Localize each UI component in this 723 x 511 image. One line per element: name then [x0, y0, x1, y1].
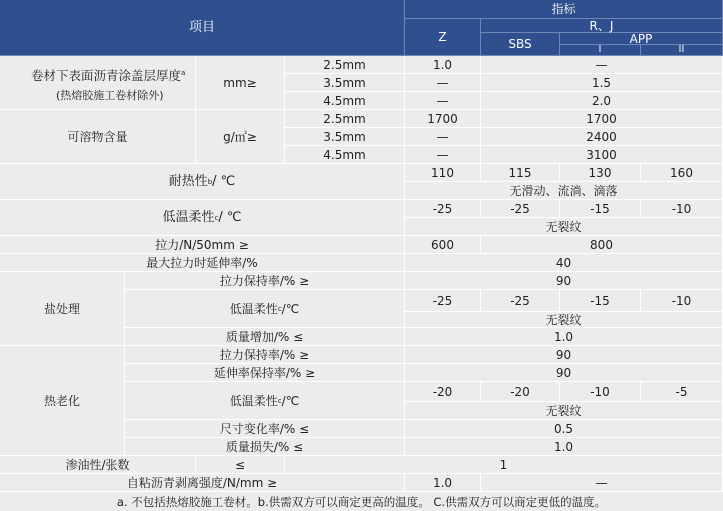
thickness-label-text: 卷材下表面沥青涂盖层厚度$^a$ — [31, 68, 186, 83]
thickness-z: 1.0 — [405, 56, 481, 74]
thickness-spec: 2.5mm — [285, 56, 405, 74]
tensile-rj: 800 — [481, 236, 723, 254]
peel-z: 1.0 — [405, 474, 481, 492]
cold-sbs: -25 — [481, 200, 560, 218]
heat-note: 无滑动、流淌、滴落 — [405, 182, 723, 200]
aging-cold-app2: -5 — [641, 382, 723, 402]
thickness-spec: 3.5mm — [285, 74, 405, 92]
heat-sbs: 115 — [481, 164, 560, 182]
salt-retention-val: 90 — [405, 272, 723, 290]
soluble-rj: 3100 — [481, 146, 723, 164]
header-indicator: 指标 — [405, 0, 723, 19]
heat-app1: 130 — [560, 164, 641, 182]
salt-cold-label: 低温柔性 c /℃ — [125, 290, 405, 328]
cold-label: 低温柔性 c / ℃ — [0, 200, 405, 236]
cold-app2: -10 — [641, 200, 723, 218]
soluble-z: — — [405, 128, 481, 146]
peel-label: 自粘沥青剥离强度/N/mm ≥ — [0, 474, 405, 492]
thickness-rj: — — [481, 56, 723, 74]
thickness-rj: 1.5 — [481, 74, 723, 92]
header-z: Z — [405, 19, 481, 56]
aging-cold-app1: -10 — [560, 382, 641, 402]
soluble-spec: 4.5mm — [285, 146, 405, 164]
cold-app1: -15 — [560, 200, 641, 218]
elong-label: 最大拉力时延伸率/% — [0, 254, 405, 272]
aging-tensile: 拉力保持率/% ≥ — [125, 346, 405, 364]
header-rj: R、J — [481, 19, 723, 33]
heat-app2: 160 — [641, 164, 723, 182]
cold-note: 无裂纹 — [405, 218, 723, 236]
thickness-unit: mm≥ — [196, 56, 285, 110]
aging-label: 热老化 — [0, 346, 125, 456]
header-app-2: II — [641, 45, 723, 56]
soluble-rj: 1700 — [481, 110, 723, 128]
cold-z: -25 — [405, 200, 481, 218]
peel-rj: — — [481, 474, 723, 492]
tensile-z: 600 — [405, 236, 481, 254]
salt-cold-app1: -15 — [560, 290, 641, 312]
aging-cold-note: 无裂纹 — [405, 402, 723, 420]
salt-retention: 拉力保持率/% ≥ — [125, 272, 405, 290]
header-sbs: SBS — [481, 33, 560, 56]
salt-mass: 质量增加/% ≤ — [125, 328, 405, 346]
aging-tensile-val: 90 — [405, 346, 723, 364]
heat-label: 耐热性 b / ℃ — [0, 164, 405, 200]
heat-z: 110 — [405, 164, 481, 182]
oil-label: 渗油性/张数 — [0, 456, 196, 474]
soluble-unit: g/㎡≥ — [196, 110, 285, 164]
header-item: 项目 — [0, 0, 405, 56]
aging-mass-val: 1.0 — [405, 438, 723, 456]
soluble-label: 可溶物含量 — [0, 110, 196, 164]
salt-cold-z: -25 — [405, 290, 481, 312]
aging-cold-z: -20 — [405, 382, 481, 402]
aging-dim-val: 0.5 — [405, 420, 723, 438]
header-app: APP — [560, 33, 723, 45]
aging-dim: 尺寸变化率/% ≤ — [125, 420, 405, 438]
salt-cold-app2: -10 — [641, 290, 723, 312]
soluble-z: 1700 — [405, 110, 481, 128]
salt-mass-val: 1.0 — [405, 328, 723, 346]
aging-cold-label: 低温柔性 c /℃ — [125, 382, 405, 420]
salt-cold-note: 无裂纹 — [405, 312, 723, 328]
salt-label: 盐处理 — [0, 272, 125, 346]
aging-elong-val: 90 — [405, 364, 723, 382]
thickness-z: — — [405, 92, 481, 110]
aging-cold-sbs: -20 — [481, 382, 560, 402]
soluble-rj: 2400 — [481, 128, 723, 146]
soluble-z: — — [405, 146, 481, 164]
elong-val: 40 — [405, 254, 723, 272]
thickness-z: — — [405, 74, 481, 92]
footnote: a. 不包括热熔胶施工卷材。b.供需双方可以商定更高的温度。 C.供需双方可以商定更低的温度。 — [0, 492, 723, 511]
thickness-label-note: (热熔胶施工卷材除外) — [56, 89, 164, 102]
oil-sign: ≤ — [196, 456, 285, 474]
salt-cold-sbs: -25 — [481, 290, 560, 312]
soluble-spec: 2.5mm — [285, 110, 405, 128]
soluble-spec: 3.5mm — [285, 128, 405, 146]
oil-val: 1 — [285, 456, 723, 474]
aging-mass: 质量损失/% ≤ — [125, 438, 405, 456]
header-app-1: I — [560, 45, 641, 56]
aging-elong: 延伸率保持率/% ≥ — [125, 364, 405, 382]
thickness-spec: 4.5mm — [285, 92, 405, 110]
tensile-label: 拉力/N/50mm ≥ — [0, 236, 405, 254]
thickness-rj: 2.0 — [481, 92, 723, 110]
